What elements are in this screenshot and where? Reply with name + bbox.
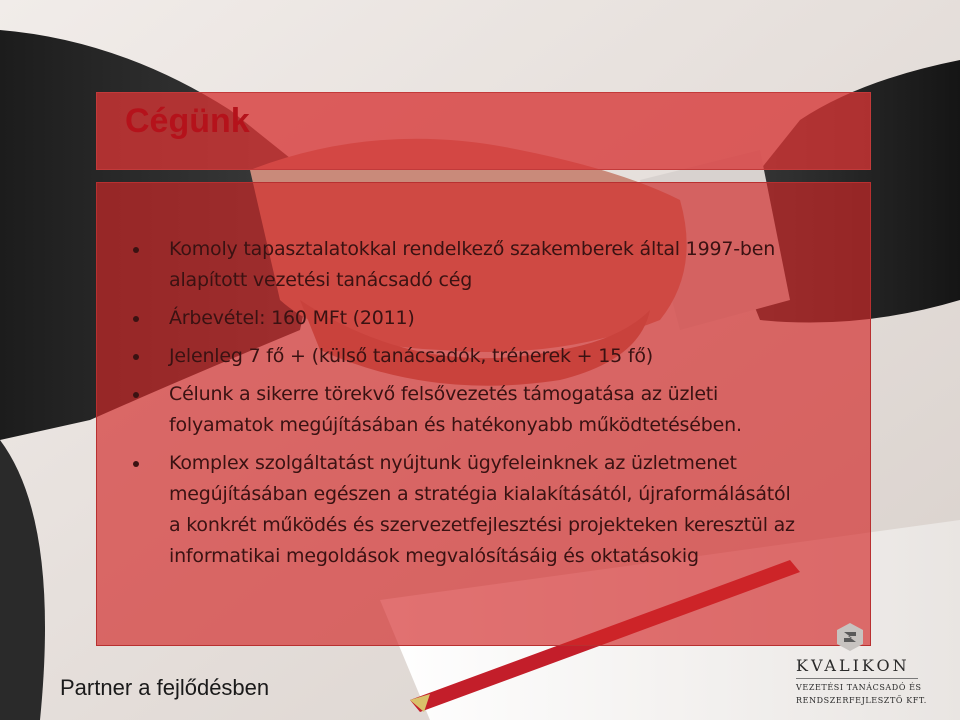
logo-divider xyxy=(796,678,918,679)
logo-subtitle-line-2: RENDSZERFEJLESZTŐ KFT. xyxy=(796,696,927,705)
bullet-icon xyxy=(133,354,139,360)
list-item xyxy=(97,379,797,441)
footer-tagline: Partner a fejlődésben xyxy=(60,675,270,700)
bullet-icon xyxy=(133,247,139,253)
bullet-text: Komoly tapasztalatokkal rendelkező szakemberek által 1997-ben alapított vezetési tanácsadó cég xyxy=(169,238,776,291)
bullet-icon xyxy=(133,392,139,398)
list-item xyxy=(97,448,797,572)
content-panel xyxy=(96,182,871,646)
list-item xyxy=(97,341,797,372)
bullet-text: Célunk a sikerre törekvő felsővezetés támogatása az üzleti folyamatok megújításában és hatékonyabb működtetésében. xyxy=(169,383,742,436)
slide-title: Cégünk xyxy=(125,102,250,140)
bullet-text: Árbevétel: 160 MFt (2011) xyxy=(169,307,415,329)
bullet-icon xyxy=(133,316,139,322)
list-item xyxy=(97,303,797,334)
company-logo xyxy=(790,620,940,712)
bullet-text: Jelenleg 7 fő + (külső tanácsadók, trénerek + 15 fő) xyxy=(169,345,653,367)
logo-company-name: KVALIKON xyxy=(796,656,910,675)
bullet-text: Komplex szolgáltatást nyújtunk ügyfeleinknek az üzletmenet megújításában egészen a stratégia kialakításától, újraformálásától a konkrét működés és szervezetfejlesztési projekteken keresztül az informatikai megoldások megvalósításáig és oktatásokig xyxy=(169,452,795,567)
logo-emblem-icon xyxy=(836,622,864,652)
title-panel xyxy=(96,92,871,170)
bullet-list xyxy=(97,234,797,579)
bullet-icon xyxy=(133,461,139,467)
list-item xyxy=(97,234,797,296)
logo-subtitle-line-1: VEZETÉSI TANÁCSADÓ ÉS xyxy=(796,683,922,692)
